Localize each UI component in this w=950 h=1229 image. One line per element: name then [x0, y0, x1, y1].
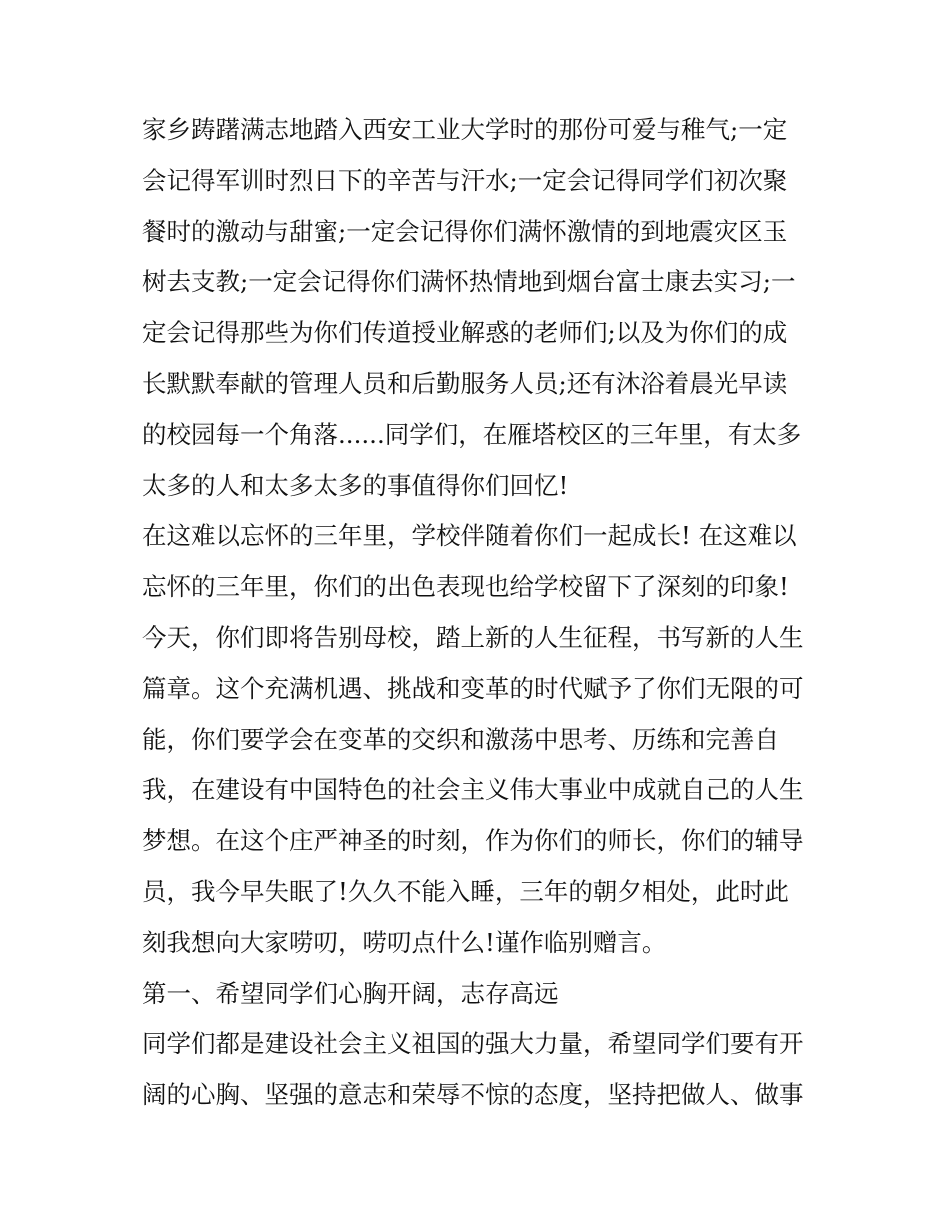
- text-line: 能，你们要学会在变革的交织和激荡中思考、历练和完善自: [142, 724, 779, 754]
- text-line: 今天，你们即将告别母校，踏上新的人生征程，书写新的人生: [142, 622, 804, 652]
- text-line: 员，我今早失眠了!久久不能入睡，三年的朝夕相处，此时此: [142, 876, 789, 906]
- text-line: 忘怀的三年里，你们的出色表现也给学校留下了深刻的印象!: [142, 572, 789, 602]
- text-line: 在这难以忘怀的三年里，学校伴随着你们一起成长! 在这难以: [142, 521, 797, 551]
- text-line: 的校园每一个角落......同学们，在雁塔校区的三年里，有太多: [142, 419, 802, 449]
- text-line: 餐时的激动与甜蜜;一定会记得你们满怀激情的到地震灾区玉: [142, 216, 788, 246]
- section-heading: 第一、希望同学们心胸开阔，志存高远: [142, 978, 559, 1008]
- document-body: [142, 105, 822, 1121]
- text-line: 会记得军训时烈日下的辛苦与汗水;一定会记得同学们初次聚: [142, 165, 788, 195]
- text-line: 刻我想向大家唠叨，唠叨点什么!谨作临别赠言。: [142, 927, 667, 957]
- text-line: 太多的人和太多太多的事值得你们回忆!: [142, 470, 569, 500]
- text-line: 同学们都是建设社会主义祖国的强大力量，希望同学们要有开: [142, 1029, 804, 1059]
- text-line: 家乡踌躇满志地踏入西安工业大学时的那份可爱与稚气;一定: [142, 115, 788, 144]
- text-line: 篇章。这个充满机遇、挑战和变革的时代赋予了你们无限的可: [142, 673, 804, 703]
- text-line: 阔的心胸、坚强的意志和荣辱不惊的态度，坚持把做人、做事: [142, 1080, 804, 1110]
- text-line: 我，在建设有中国特色的社会主义伟大事业中成就自己的人生: [142, 775, 804, 805]
- text-line: 梦想。在这个庄严神圣的时刻，作为你们的师长，你们的辅导: [142, 826, 804, 856]
- text-line: 定会记得那些为你们传道授业解惑的老师们;以及为你们的成: [142, 318, 788, 348]
- text-line: 树去支教;一定会记得你们满怀热情地到烟台富士康去实习;一: [142, 267, 796, 297]
- text-line: 长默默奉献的管理人员和后勤服务人员;还有沐浴着晨光早读: [142, 368, 788, 398]
